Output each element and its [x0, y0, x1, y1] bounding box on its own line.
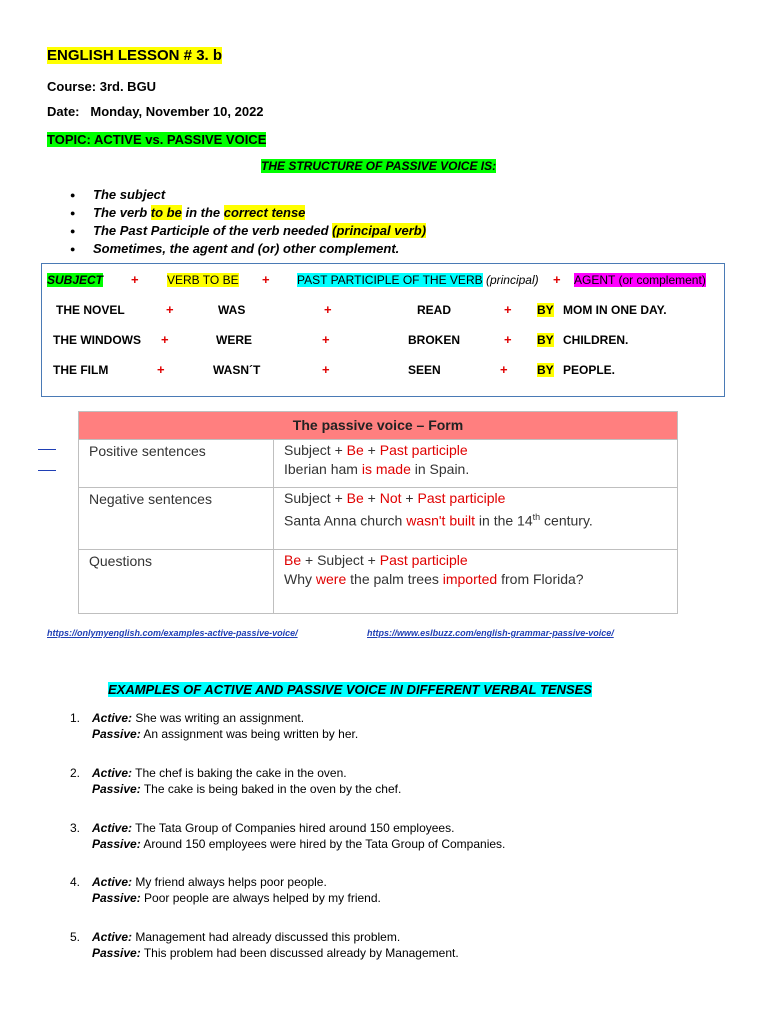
row-label: Positive sentences	[89, 443, 206, 459]
passive-form-table	[78, 411, 678, 614]
header-verb: VERB TO BE	[167, 273, 239, 287]
structure-heading: THE STRUCTURE OF PASSIVE VOICE IS:	[261, 159, 497, 173]
row-formula: Subject + Be + Not + Past participle Santa Anna church wasn't built in the 14th century.	[284, 490, 593, 529]
examples-heading: EXAMPLES OF ACTIVE AND PASSIVE VOICE IN DIFFERENT VERBAL TENSES	[108, 682, 592, 697]
lesson-title: ENGLISH LESSON # 3. b	[47, 47, 223, 64]
header-agent: AGENT (or complement)	[574, 273, 706, 287]
course-line: Course: 3rd. BGU	[47, 79, 157, 94]
plus-sign: +	[324, 302, 332, 317]
margin-dash	[38, 449, 56, 450]
margin-dash	[38, 470, 56, 471]
row1-agent: MOM IN ONE DAY.	[563, 303, 667, 317]
row1-by: BY	[537, 303, 554, 317]
row2-subject: THE WINDOWS	[53, 333, 141, 347]
plus-sign: +	[166, 302, 174, 317]
bullet-participle: ● The Past Participle of the verb needed (principal verb)	[70, 222, 426, 240]
row3-pp: SEEN	[408, 363, 441, 377]
plus-sign: +	[553, 272, 561, 287]
row2-by: BY	[537, 333, 554, 347]
date-line: Date: Monday, November 10, 2022	[47, 104, 264, 119]
row3-verb: WASN´T	[213, 363, 261, 377]
bullet-verb: ● The verb to be in the correct tense	[70, 204, 426, 222]
source-link-eslbuzz[interactable]: https://www.eslbuzz.com/english-grammar-passive-voice/	[367, 628, 614, 638]
row-label: Negative sentences	[89, 491, 212, 507]
header-past-participle: PAST PARTICIPLE OF THE VERB (principal)	[297, 273, 539, 287]
row3-by: BY	[537, 363, 554, 377]
plus-sign: +	[322, 332, 330, 347]
row-label: Questions	[89, 553, 153, 569]
row-formula: Be + Subject + Past participle Why were the palm trees imported from Florida?	[284, 552, 584, 587]
topic-line: TOPIC: ACTIVE vs. PASSIVE VOICE	[47, 132, 267, 147]
row2-agent: CHILDREN.	[563, 333, 629, 347]
plus-sign: +	[504, 332, 512, 347]
bullet-agent: ● Sometimes, the agent and (or) other complement.	[70, 240, 426, 258]
row1-subject: THE NOVEL	[56, 303, 125, 317]
table-row	[79, 549, 677, 614]
plus-sign: +	[500, 362, 508, 377]
source-link-onlymyenglish[interactable]: https://onlymyenglish.com/examples-active-passive-voice/	[47, 628, 298, 638]
row1-verb: WAS	[218, 303, 246, 317]
plus-sign: +	[322, 362, 330, 377]
table-row	[79, 487, 677, 550]
row-formula: Subject + Be + Past participle Iberian ham is made in Spain.	[284, 442, 470, 477]
table-row	[79, 439, 677, 488]
plus-sign: +	[131, 272, 139, 287]
row2-pp: BROKEN	[408, 333, 461, 347]
row1-pp: READ	[417, 303, 452, 317]
row2-verb: WERE	[216, 333, 252, 347]
row3-agent: PEOPLE.	[563, 363, 616, 377]
plus-sign: +	[504, 302, 512, 317]
plus-sign: +	[157, 362, 165, 377]
plus-sign: +	[161, 332, 169, 347]
structure-box	[41, 263, 725, 397]
form-table-title: The passive voice – Form	[79, 412, 677, 439]
structure-bullets	[70, 186, 426, 258]
row3-subject: THE FILM	[53, 363, 109, 377]
header-subject: SUBJECT	[47, 273, 104, 287]
plus-sign: +	[262, 272, 270, 287]
bullet-subject: ● The subject	[70, 186, 426, 204]
